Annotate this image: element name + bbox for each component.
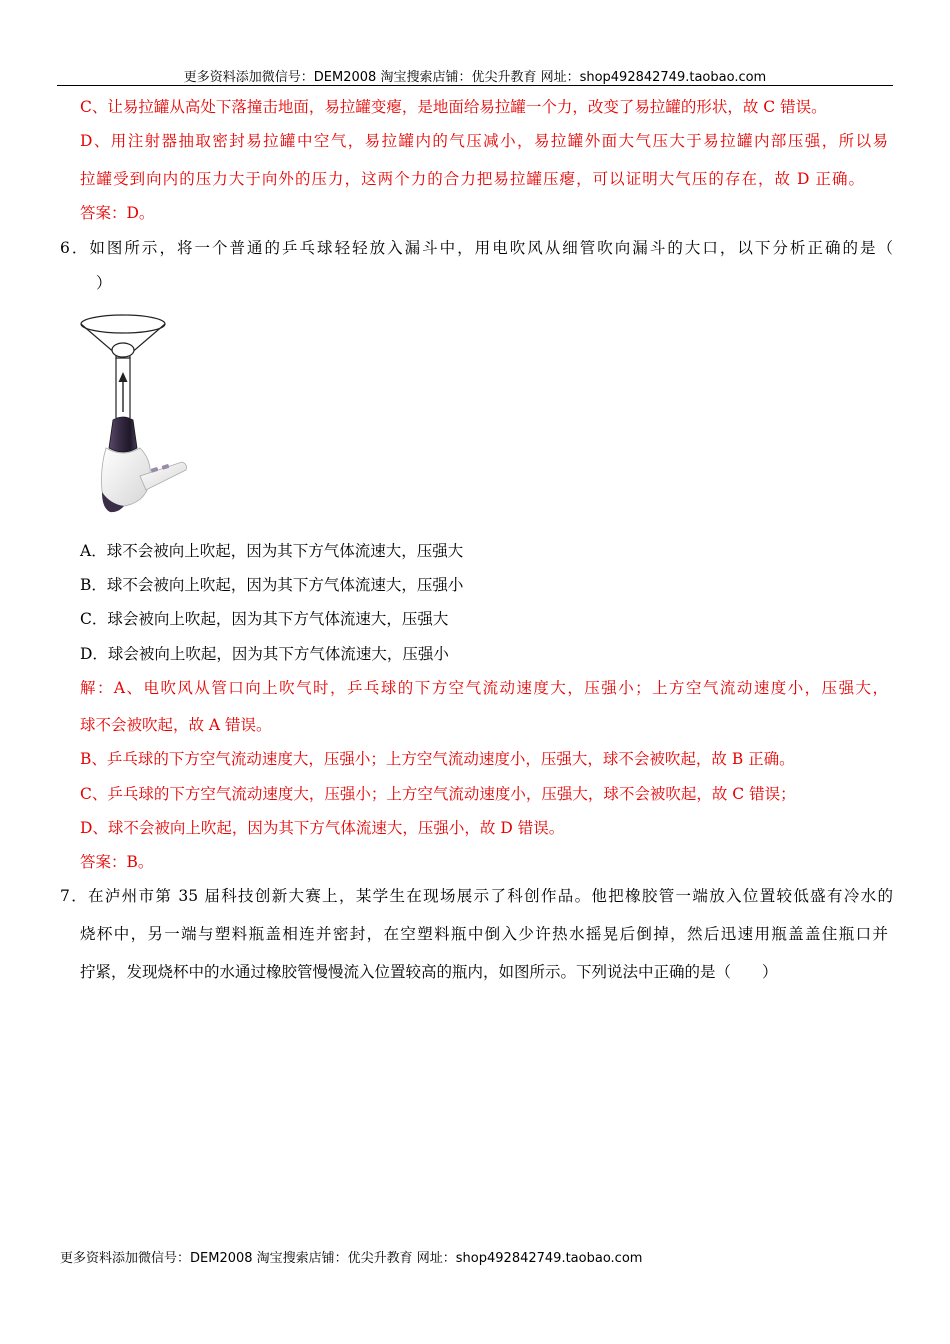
q6-solution-line3: B、乒乓球的下方空气流动速度大，压强小；上方空气流动速度小，压强大，球不会被吹起，故 B 正确。 (80, 750, 795, 768)
prev-option-c-explanation: C、让易拉罐从高处下落撞击地面，易拉罐变瘪，是地面给易拉罐一个力，改变了易拉罐的形状，故 C 错误。 (80, 98, 827, 116)
q6-stem-line1: 6．如图所示，将一个普通的乒乓球轻轻放入漏斗中，用电吹风从细管吹向漏斗的大口，以下分析正确的是（ (60, 239, 893, 257)
page-footer: 更多资料添加微信号：DEM2008 淘宝搜索店铺：优尖升教育 网址：shop492842749.taobao.com (60, 1251, 643, 1266)
q7-stem-line2: 烧杯中，另一端与塑料瓶盖相连并密封，在空塑料瓶中倒入少许热水摇晃后倒掉，然后迅速用瓶盖盖住瓶口并 (80, 925, 888, 943)
header-divider (57, 85, 893, 86)
q6-option-b: B．球不会被向上吹起，因为其下方气体流速大，压强小 (80, 576, 464, 594)
q7-stem-line3: 拧紧，发现烧杯中的水通过橡胶管慢慢流入位置较高的瓶内，如图所示。下列说法中正确的是（ ） (80, 963, 778, 981)
hairdryer-nozzle (109, 417, 137, 452)
q6-solution-line4: C、乒乓球的下方空气流动速度大，压强小；上方空气流动速度小，压强大，球不会被吹起，故 C 错误； (80, 785, 796, 803)
prev-answer: 答案：D。 (80, 204, 155, 222)
q6-option-d: D．球会被向上吹起，因为其下方气体流速大，压强小 (80, 645, 449, 663)
q6-answer: 答案：B。 (80, 853, 154, 871)
ping-pong-ball (112, 343, 134, 357)
prev-option-d-explanation-line2: 拉罐受到向内的压力大于向外的压力，这两个力的合力把易拉罐压瘪，可以证明大气压的存在，故 D 正确。 (80, 170, 864, 188)
prev-option-d-explanation-line1: D、用注射器抽取密封易拉罐中空气，易拉罐内的气压减小，易拉罐外面大气压大于易拉罐内部压强，所以易 (80, 132, 888, 150)
funnel-hairdryer-figure (80, 308, 192, 520)
q7-stem-line1: 7．在泸州市第 35 届科技创新大赛上，某学生在现场展示了科创作品。他把橡胶管一端放入位置较低盛有冷水的 (60, 887, 893, 905)
q6-solution-line2: 球不会被吹起，故 A 错误。 (80, 716, 272, 734)
q6-option-a: A．球不会被向上吹起，因为其下方气体流速大，压强大 (80, 542, 464, 560)
q6-stem-line2: ） (96, 274, 112, 292)
q6-option-c: C．球会被向上吹起，因为其下方气体流速大，压强大 (80, 610, 449, 628)
airflow-arrowhead (119, 372, 128, 382)
q6-solution-line5: D、球不会被向上吹起，因为其下方气体流速大，压强小，故 D 错误。 (80, 819, 565, 837)
q6-solution-line1: 解：A、电吹风从管口向上吹气时，乒乓球的下方空气流动速度大，压强小；上方空气流动速度小，压强大， (80, 679, 888, 697)
funnel-hairdryer-illustration (80, 308, 192, 520)
funnel-rim (81, 315, 165, 333)
page-header: 更多资料添加微信号：DEM2008 淘宝搜索店铺：优尖升教育 网址：shop492842749.taobao.com (183, 70, 767, 85)
